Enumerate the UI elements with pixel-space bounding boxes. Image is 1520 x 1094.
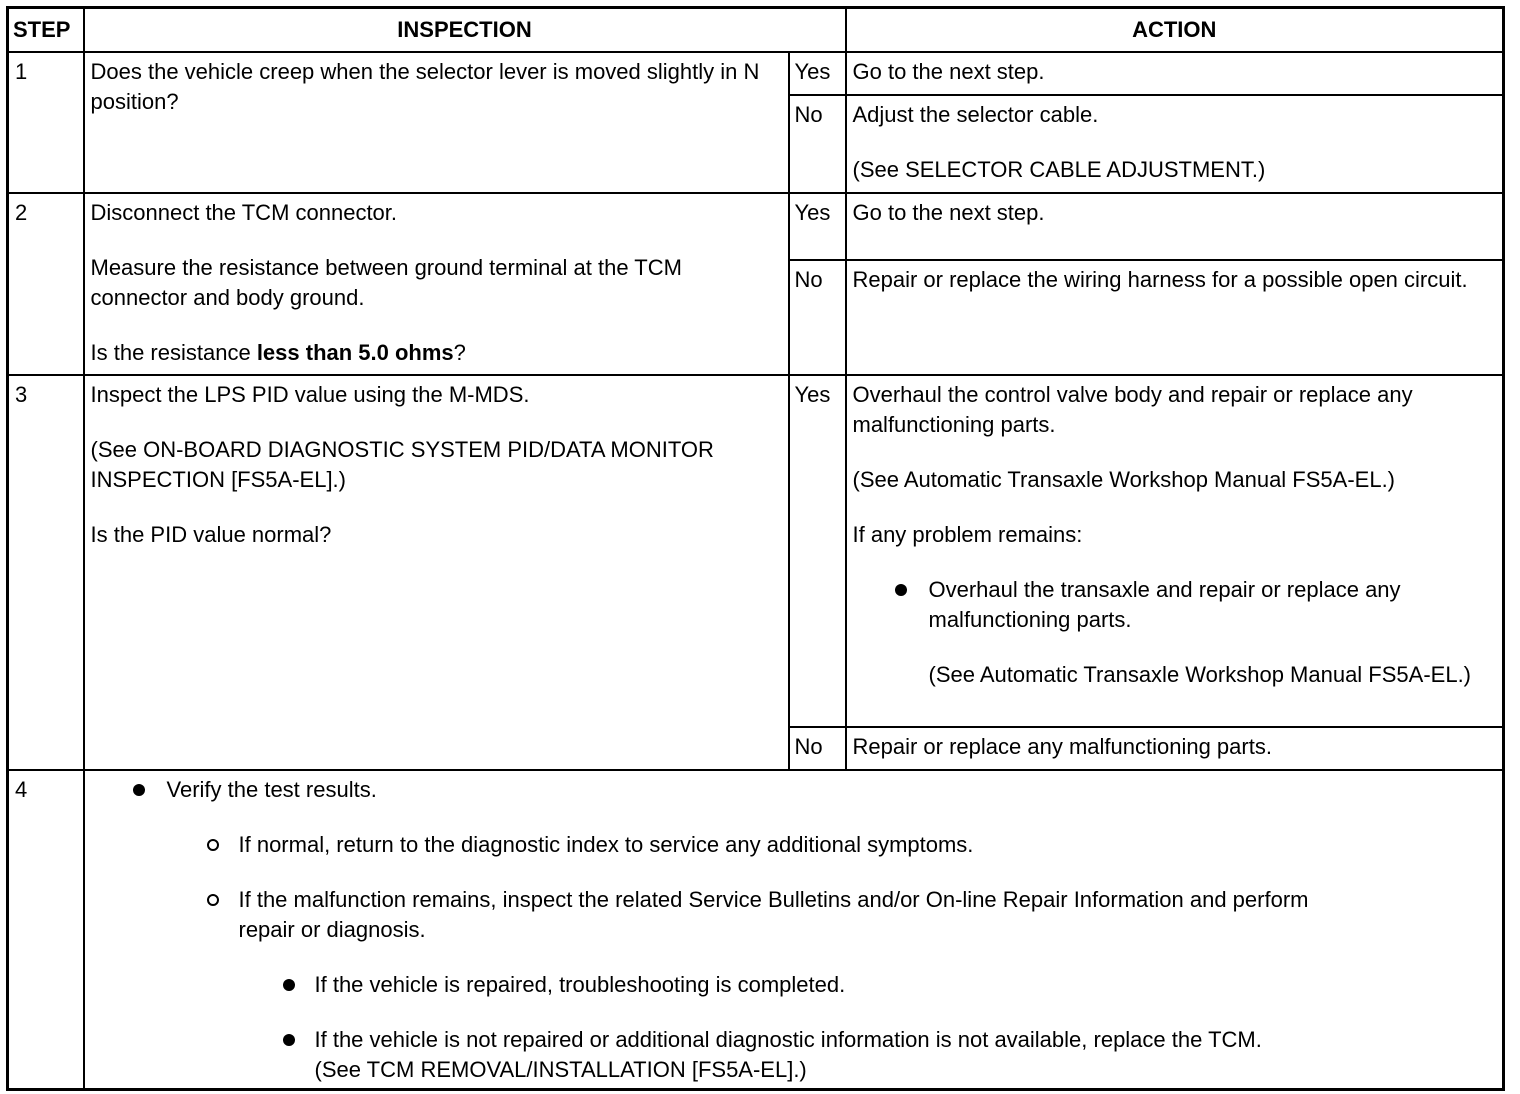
yes-action-cell — [846, 52, 1504, 95]
yes-action-cell — [846, 375, 1504, 727]
step-header: STEP — [8, 8, 84, 53]
bullet-text: If normal, return to the diagnostic index to service any additional symptoms. — [238, 832, 974, 857]
troubleshooting-table — [6, 6, 1505, 1091]
inspection-cell — [84, 193, 789, 375]
resistance-spec: less than 5.0 ohms — [256, 340, 454, 365]
action-text: Repair or replace any malfunctioning parts. — [852, 734, 1272, 759]
no-label: No — [789, 95, 846, 193]
action-text: Overhaul the control valve body and repair or replace any malfunctioning parts. — [852, 382, 1413, 437]
bullet-icon — [283, 1034, 295, 1046]
bullet-text: Verify the test results. — [166, 777, 377, 802]
step-number: 4 — [8, 770, 84, 1090]
bullet-icon — [283, 979, 295, 991]
bullet-text: If the vehicle is not repaired or additional diagnostic information is not available, replace the TCM. — [314, 1027, 1262, 1052]
action-text: Go to the next step. — [852, 200, 1045, 225]
inspection-text: Disconnect the TCM connector. — [90, 200, 398, 225]
bullet-reference: (See TCM REMOVAL/INSTALLATION [FS5A-EL].) — [314, 1057, 807, 1082]
table-row — [8, 770, 1504, 1090]
action-text: If any problem remains: — [852, 522, 1083, 547]
inspection-cell — [84, 52, 789, 193]
no-action-cell — [846, 727, 1504, 770]
no-action-cell — [846, 260, 1504, 375]
table-row — [8, 375, 1504, 727]
list-item — [283, 970, 1497, 1000]
bullet-reference: (See Automatic Transaxle Workshop Manual FS5A-EL.) — [928, 662, 1472, 687]
list-item — [895, 575, 1497, 690]
step-number: 3 — [8, 375, 84, 770]
inspection-text: Inspect the LPS PID value using the M-MDS. — [90, 382, 530, 407]
inspection-text: Measure the resistance between ground terminal at the TCM connector and body ground. — [90, 255, 682, 310]
bullet-text: Overhaul the transaxle and repair or replace any malfunctioning parts. — [928, 577, 1401, 632]
inspection-text: Does the vehicle creep when the selector lever is moved slightly in N position? — [90, 59, 760, 114]
table-row — [8, 193, 1504, 260]
yes-label: Yes — [789, 52, 846, 95]
table-row — [8, 52, 1504, 95]
inspection-reference: (See ON-BOARD DIAGNOSTIC SYSTEM PID/DATA MONITOR INSPECTION [FS5A-EL].) — [90, 437, 714, 492]
bullet-icon — [133, 784, 145, 796]
no-label: No — [789, 260, 846, 375]
action-text: Adjust the selector cable. — [852, 102, 1099, 127]
yes-label: Yes — [789, 193, 846, 260]
action-reference: (See SELECTOR CABLE ADJUSTMENT.) — [852, 157, 1266, 182]
bullet-text: If the vehicle is repaired, troubleshooting is completed. — [314, 972, 846, 997]
list-item — [207, 830, 1497, 860]
inspection-question: Is the resistance less than 5.0 ohms? — [90, 340, 466, 365]
no-action-cell — [846, 95, 1504, 193]
action-text: Go to the next step. — [852, 59, 1045, 84]
step4-cell — [84, 770, 1504, 1090]
action-text: Repair or replace the wiring harness for a possible open circuit. — [852, 267, 1468, 292]
action-reference: (See Automatic Transaxle Workshop Manual FS5A-EL.) — [852, 467, 1396, 492]
step-number: 2 — [8, 193, 84, 375]
no-label: No — [789, 727, 846, 770]
yes-action-cell — [846, 193, 1504, 260]
yes-label: Yes — [789, 375, 846, 727]
list-item — [283, 1025, 1497, 1085]
table-header-row — [8, 8, 1504, 53]
step-number: 1 — [8, 52, 84, 193]
circle-bullet-icon — [207, 839, 219, 851]
list-item — [133, 775, 1497, 805]
inspection-question: Is the PID value normal? — [90, 522, 332, 547]
list-item — [207, 885, 1367, 945]
action-header: ACTION — [846, 8, 1504, 53]
bullet-text: If the malfunction remains, inspect the related Service Bulletins and/or On-line Repair Information and perform repair or diagnosis. — [238, 887, 1309, 942]
bullet-icon — [895, 584, 907, 596]
inspection-cell — [84, 375, 789, 770]
circle-bullet-icon — [207, 894, 219, 906]
inspection-header: INSPECTION — [84, 8, 846, 53]
